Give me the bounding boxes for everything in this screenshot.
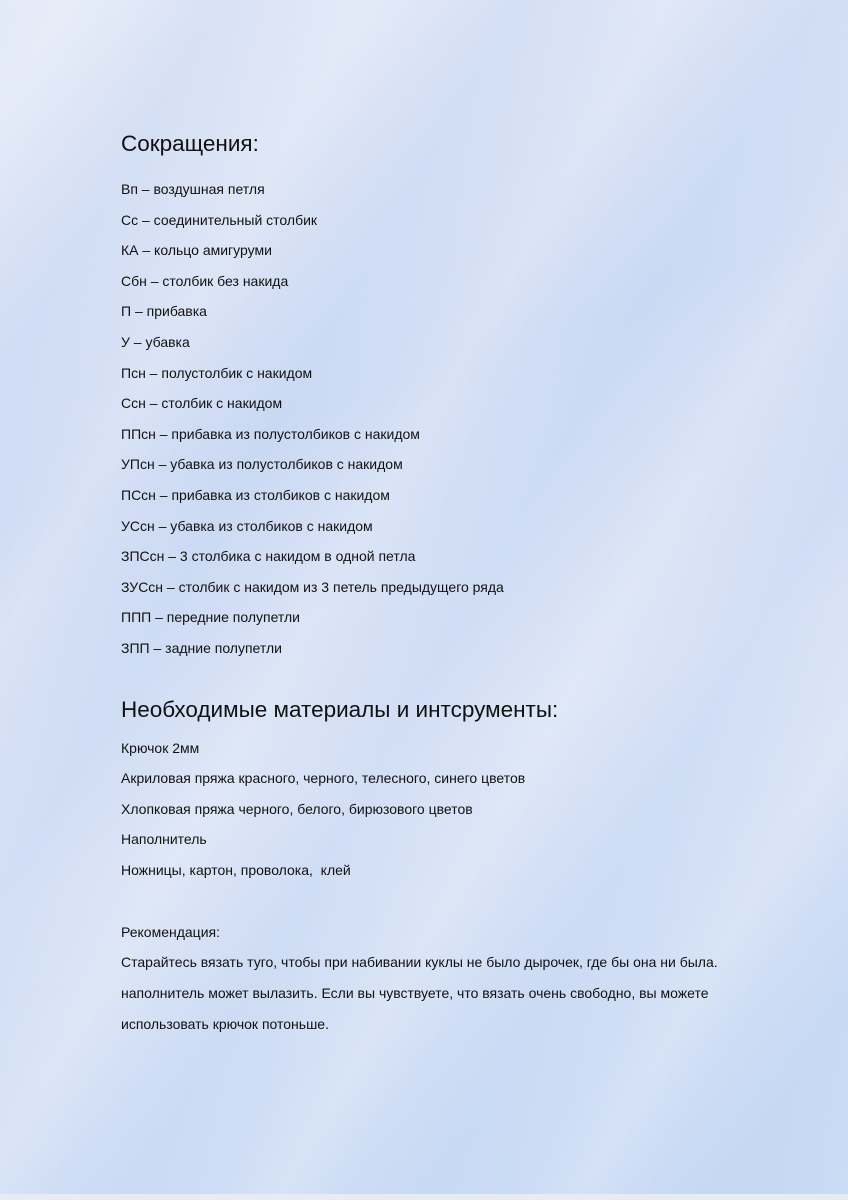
list-item: Вп – воздушная петля — [121, 181, 265, 197]
list-item: Псн – полустолбик с накидом — [121, 364, 313, 381]
list-item: ППсн – прибавка из полустолбиков с накидом — [121, 425, 420, 442]
list-item: ППП – передние полупетли — [121, 609, 301, 626]
list-item: ЗПСсн – 3 столбика с накидом в одной петла — [121, 548, 416, 565]
list-item: ЗУСсн – столбик с накидом из 3 петель предыдущего ряда — [121, 578, 504, 595]
list-item: УПсн – убавка из полустолбиков с накидом — [121, 456, 403, 473]
list-item: УСсн – убавка из столбиков с накидом — [121, 517, 373, 534]
materials-title: Необходимые материалы и интсрументы: — [121, 696, 559, 722]
recommendation-line: наполнитель может вылазить. Если вы чувствуете, что вязать очень свободно, вы можете — [121, 985, 709, 1002]
list-item: Ссн – столбик с накидом — [121, 395, 283, 412]
list-item: ЗПП – задние полупетли — [121, 639, 282, 656]
list-item: Ножницы, картон, проволока, клей — [121, 861, 351, 878]
list-item: Хлопковая пряжа черного, белого, бирюзового цветов — [121, 800, 473, 817]
recommendation-line: Старайтесь вязать туго, чтобы при набивании куклы не было дырочек, где бы она ни была. — [121, 954, 718, 971]
recommendation-text — [121, 947, 801, 1039]
recommendation-label: Рекомендация: — [121, 924, 220, 941]
list-item: У – убавка — [121, 333, 190, 350]
page-bottom-edge — [0, 1194, 848, 1200]
list-item: КА – кольцо амигуруми — [121, 242, 272, 259]
materials-list — [121, 733, 801, 886]
list-item: Крючок 2мм — [121, 739, 200, 756]
list-item: Наполнитель — [121, 831, 207, 848]
document-page — [121, 128, 801, 1039]
list-item: Сбн – столбик без накида — [121, 272, 289, 289]
list-item: П – прибавка — [121, 303, 207, 320]
list-item: Акриловая пряжа красного, черного, телесного, синего цветов — [121, 770, 526, 787]
list-item: Сс – соединительный столбик — [121, 211, 318, 228]
abbreviations-title: Сокращения: — [121, 131, 259, 156]
recommendation-line: использовать крючок потоньше. — [121, 1015, 329, 1032]
list-item: ПСсн – прибавка из столбиков с накидом — [121, 486, 390, 503]
abbreviations-list — [121, 174, 801, 664]
